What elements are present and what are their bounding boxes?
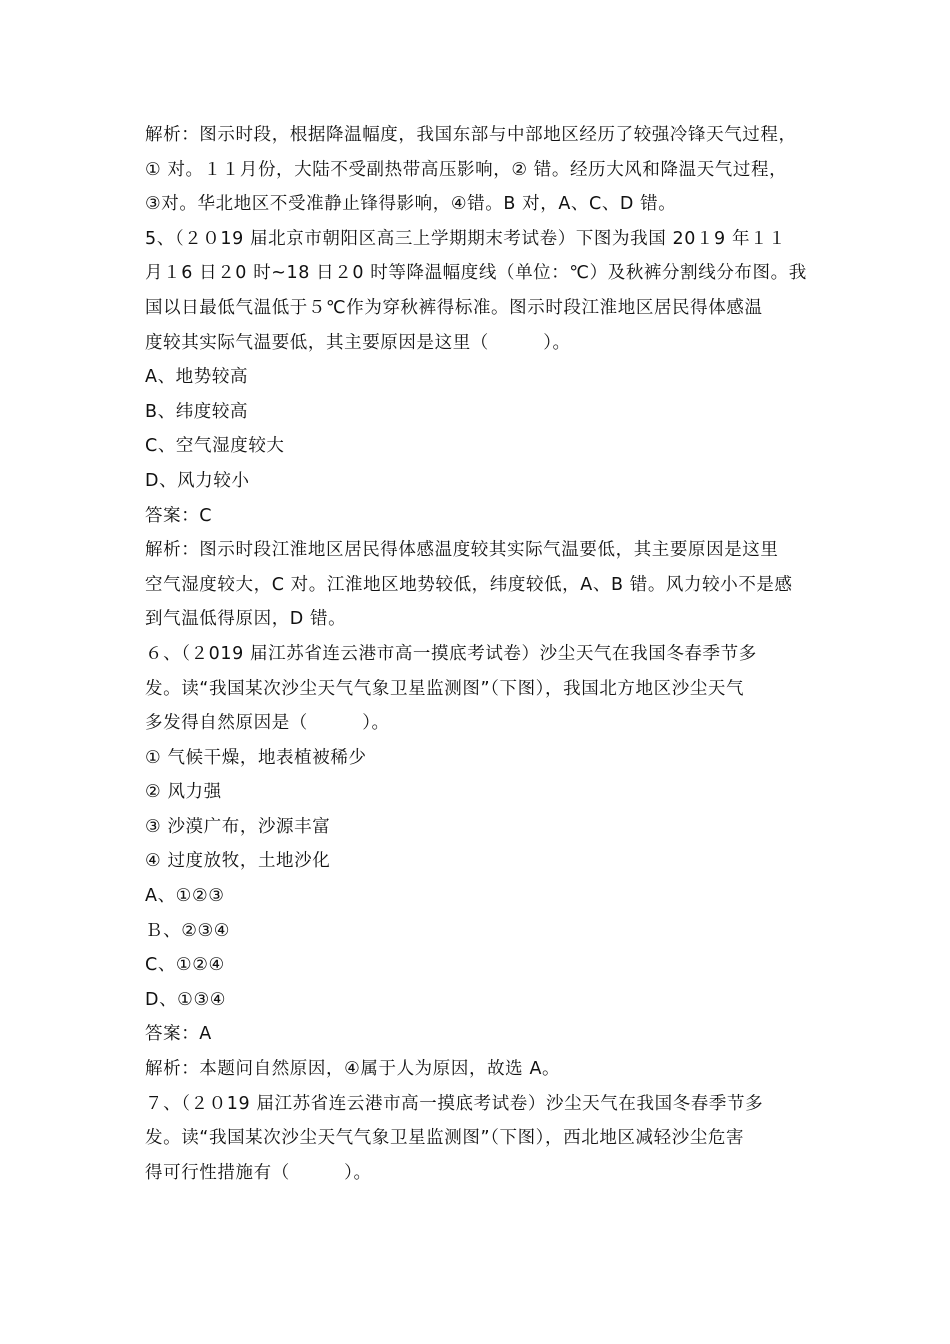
question-5-line-4: 度较其实际气温要低，其主要原因是这里（ ）。 <box>145 332 571 353</box>
question-6-option-d: D、①③④ <box>145 989 227 1010</box>
question-6-item-1: ① 气候干燥，地表植被稀少 <box>145 747 367 768</box>
question-5-line-1: 5、（２０19 届北京市朝阳区高三上学期期末考试卷）下图为我国 20１9 年１１ <box>145 228 787 249</box>
question-6-option-a: A、①②③ <box>145 886 225 907</box>
question-6-line-1: ６、（２019 届江苏省连云港市高一摸底考试卷）沙尘天气在我国冬春季节多 <box>145 643 757 664</box>
analysis-q4-line-1: 解析：图示时段，根据降温幅度，我国东部与中部地区经历了较强冷锋天气过程， <box>145 125 797 145</box>
question-7-line-1: ７、（２０19 届江苏省连云港市高一摸底考试卷）沙尘天气在我国冬春季节多 <box>145 1093 764 1114</box>
question-6-item-3: ③ 沙漠广布，沙源丰富 <box>145 816 331 837</box>
analysis-q5-line-1: 解析：图示时段江淮地区居民得体感温度较其实际气温要低，其主要原因是这里 <box>145 540 779 561</box>
question-6-line-2: 发。读“我国某次沙尘天气气象卫星监测图”（下图），我国北方地区沙尘天气 <box>145 678 745 699</box>
question-6-option-b: Ｂ、②③④ <box>145 920 231 941</box>
analysis-q4-line-3: ③对。华北地区不受准静止锋得影响，④错。B 对，A、C、D 错。 <box>145 194 677 215</box>
question-5-option-a: A、地势较高 <box>145 367 249 388</box>
analysis-q6: 解析：本题问自然原因，④属于人为原因，故选 A。 <box>145 1059 561 1080</box>
document-body <box>145 118 825 1190</box>
analysis-q5-line-3: 到气温低得原因，D 错。 <box>145 609 347 630</box>
question-6-answer: 答案：A <box>145 1024 212 1045</box>
question-7-line-3: 得可行性措施有（ ）。 <box>145 1162 372 1183</box>
question-5-option-b: B、纬度较高 <box>145 401 249 422</box>
question-6-option-c: C、①②④ <box>145 955 225 976</box>
question-5-option-d: D、风力较小 <box>145 470 250 491</box>
question-5-line-3: 国以日最低气温低于５℃作为穿秋裤得标准。图示时段江淮地区居民得体感温 <box>145 297 763 318</box>
question-6-item-4: ④ 过度放牧，土地沙化 <box>145 851 331 872</box>
question-5-answer: 答案：C <box>145 505 213 526</box>
analysis-q5-line-2: 空气湿度较大，C 对。江淮地区地势较低，纬度较低，A、B 错。风力较小不是感 <box>145 574 793 595</box>
question-6-item-2: ② 风力强 <box>145 782 222 803</box>
question-5-line-2: 月１6 日２0 时~18 日２0 时等降温幅度线（单位：℃）及秋裤分割线分布图。我 <box>145 263 807 284</box>
question-7-line-2: 发。读“我国某次沙尘天气气象卫星监测图”（下图），西北地区减轻沙尘危害 <box>145 1128 745 1149</box>
question-5-option-c: C、空气湿度较大 <box>145 436 285 457</box>
analysis-q4-line-2: ① 对。１１月份，大陆不受副热带高压影响，② 错。经历大风和降温天气过程， <box>145 159 788 180</box>
question-6-line-3: 多发得自然原因是（ ）。 <box>145 713 390 734</box>
